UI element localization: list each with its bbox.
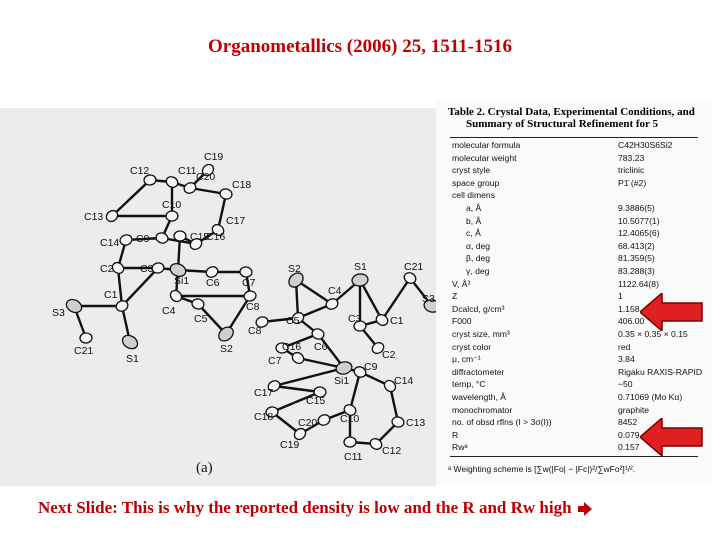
table-row-label: F000 (452, 316, 472, 327)
table-row-value: Rigaku RAXIS-RAPID (618, 366, 703, 377)
atom-label: C14 (394, 375, 414, 387)
atom-label: C21 (74, 345, 94, 357)
table-row-value: 12.4065(6) (618, 228, 660, 239)
table-row-label: molecular formula (452, 140, 521, 150)
table-row-value: 406.00 (618, 316, 645, 327)
table-row-value: 68.413(2) (618, 240, 655, 251)
table-row-value: 783.23 (618, 152, 645, 163)
slide-footer (38, 498, 592, 518)
table-row-value: 0.35 × 0.35 × 0.15 (618, 329, 688, 339)
atom-label: C2 (382, 349, 396, 361)
atom-label: C5 (286, 315, 300, 327)
atom-label: C15 (190, 231, 210, 243)
table-row-label: γ, deg (466, 266, 490, 276)
table-row-value: triclinic (618, 165, 645, 176)
table-row-value: 83.288(3) (618, 266, 655, 276)
table-row-value: 10.5077(1) (618, 215, 660, 226)
table-row-value: −50 (618, 379, 633, 390)
table-top-rule (450, 137, 698, 138)
atom-label: Si1 (334, 375, 350, 387)
atom-label: C19 (204, 151, 224, 163)
atom-label: C4 (162, 305, 176, 317)
table-row-label: space group (452, 177, 500, 188)
table-row-label: molecular weight (452, 152, 517, 163)
atom-label: C9 (364, 361, 378, 373)
atom-label: Si1 (174, 275, 190, 287)
table-row-value: 0.079 (618, 429, 640, 440)
table-row-value: 1122.64(8) (618, 278, 659, 289)
atom-label: S1 (126, 353, 139, 365)
left-arrow-icon (640, 293, 704, 331)
atom-label: C9 (136, 233, 150, 245)
right-arrow-icon (578, 502, 592, 516)
footer-text: Next Slide: This is why the reported density is low and the R and Rw high (38, 498, 572, 517)
atom-label: C18 (254, 411, 274, 423)
table-row-value: P1̄ (#2) (618, 177, 647, 188)
panel-label: (a) (196, 460, 213, 476)
table-row-value: 1.158 (618, 303, 640, 314)
table-row-value: 3.84 (618, 354, 635, 365)
table-title-line1: Table 2. Crystal Data, Experimental Conditions, and (448, 106, 695, 118)
table-row-label: R (452, 429, 459, 440)
atom-label: C16 (282, 341, 302, 353)
table-row-value: 1 (618, 291, 623, 302)
table-row-value: 0.157 (618, 442, 640, 453)
atom-ellipsoid (344, 437, 357, 448)
atom-label: C4 (328, 285, 342, 297)
table-row-label: V, Å³ (452, 278, 471, 289)
table-row-label: Z (452, 291, 458, 302)
table-row-label: cell dimens (452, 190, 495, 201)
table-row-label: wavelength, Å (452, 392, 506, 402)
table-title-line2: Summary of Structural Refinement for 5 (466, 118, 658, 130)
table-row-label: cryst style (452, 165, 491, 176)
crystal-structure-figure (0, 108, 436, 486)
table-footnote: ᵃ Weighting scheme is [∑w(|Fo| − |Fc|)²/∑wFo²]¹/². (448, 464, 636, 474)
atom-label: C3 (348, 313, 362, 325)
atom-label: C10 (162, 199, 182, 211)
table-row-label: c, Å (466, 228, 481, 239)
atom-label: C6 (314, 341, 328, 353)
table-row-value: 81.359(5) (618, 253, 655, 264)
atom-label: C3 (140, 263, 154, 275)
table-row-value: 8452 (618, 417, 638, 428)
atom-ellipsoid (166, 211, 179, 222)
atom-label: C1 (104, 289, 118, 301)
atom-label: S3 (52, 307, 65, 319)
table-row-label: b, Å (466, 215, 482, 226)
atom-label: C21 (404, 261, 424, 273)
atom-ellipsoid (174, 231, 186, 241)
atom-label: S1 (354, 261, 367, 273)
table-row-label: cryst size, mm³ (452, 329, 510, 339)
table-title (448, 106, 710, 130)
atom-label: C20 (298, 417, 318, 429)
atom-label: C11 (344, 451, 363, 463)
atom-label: C19 (280, 439, 300, 451)
atom-label: S2 (220, 343, 233, 355)
table-row-label: diffractometer (452, 366, 505, 377)
table-row-label: Rwᵃ (452, 442, 468, 453)
atom-label: C7 (268, 355, 282, 367)
table-row-label: no. of obsd rflns (I > 3σ(I)) (452, 417, 552, 428)
atom-label: C8 (248, 325, 262, 337)
table-row-value: C42H30S6Si2 (618, 140, 673, 150)
atom-label: C13 (84, 211, 104, 223)
atom-label: C5 (194, 313, 208, 325)
table-row-label: a, Å (466, 203, 482, 213)
atom-label: C18 (232, 179, 252, 191)
atom-label: C15 (306, 395, 326, 407)
atom-label: C16 (206, 231, 226, 243)
table-row-label: monochromator (452, 404, 513, 415)
table-row-label: μ, cm⁻¹ (452, 354, 481, 365)
atom-label: C2 (100, 263, 114, 275)
atom-label: C6 (206, 277, 220, 289)
atom-label: C8 (246, 301, 260, 313)
table-row-label: α, deg (466, 240, 491, 251)
atom-label: C1 (390, 315, 404, 327)
table-row-label: β, deg (466, 253, 491, 264)
table-row-value: 0.71069 (Mo Kα) (618, 392, 683, 402)
table-row-value: red (618, 341, 631, 352)
atom-label: C11 (178, 165, 197, 177)
atom-label: C17 (254, 387, 274, 399)
table-row-label: temp, °C (452, 379, 486, 390)
atom-label: S2 (288, 263, 301, 275)
atom-label: C13 (406, 417, 426, 429)
atom-label: C7 (242, 277, 256, 289)
atom-ellipsoid (80, 333, 93, 344)
table-row-label: Dcalcd, g/cm³ (452, 303, 505, 314)
atom-label: C12 (130, 165, 150, 177)
atom-label: C10 (340, 413, 360, 425)
atom-label: C20 (196, 171, 216, 183)
table-row-value: graphite (618, 404, 650, 415)
table-row-label: cryst color (452, 341, 492, 352)
atom-label: C17 (226, 215, 246, 227)
atom-label: S3 (422, 293, 435, 305)
slide-title: Organometallics (2006) 25, 1511-1516 (208, 36, 512, 57)
atom-label: C14 (100, 237, 120, 249)
table-bottom-rule (450, 456, 698, 457)
atom-label: C12 (382, 445, 402, 457)
table-row-value: 9.3886(5) (618, 203, 655, 213)
left-arrow-icon (640, 418, 704, 456)
